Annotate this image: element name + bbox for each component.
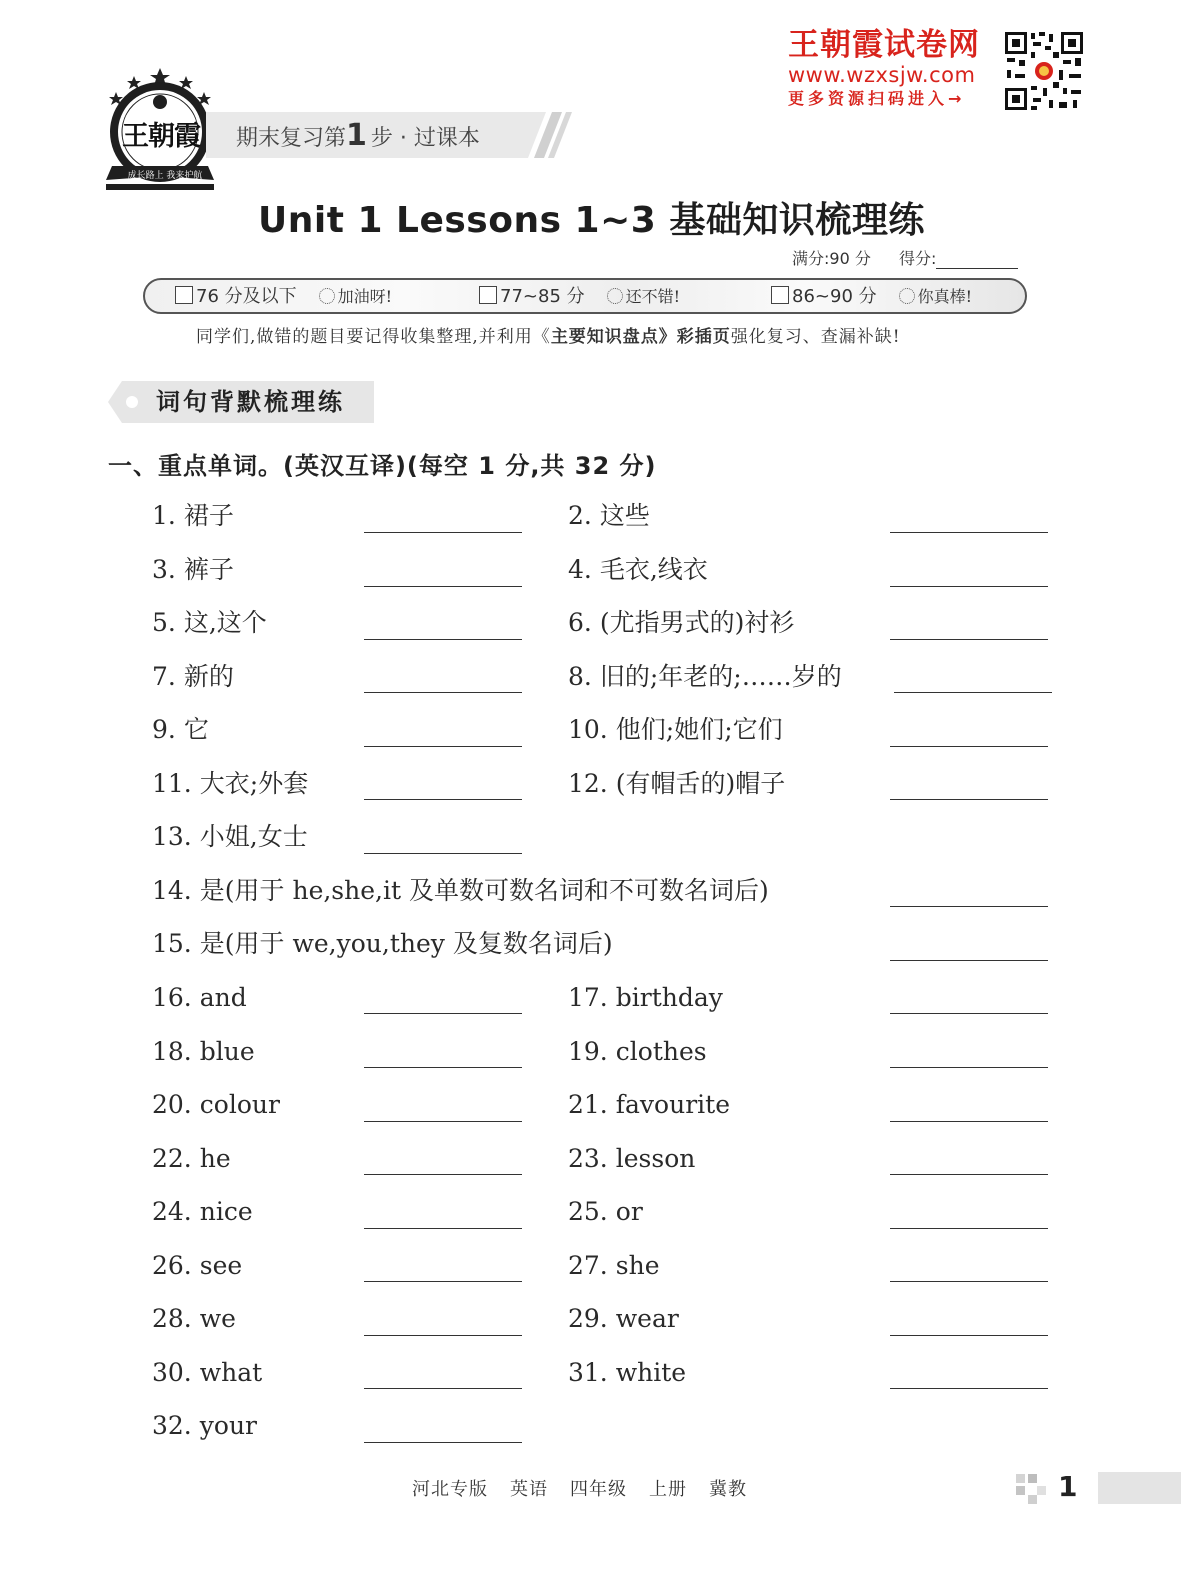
logo-main-text: 王朝霞 xyxy=(122,121,200,152)
vocab-item-number: 1. xyxy=(152,501,176,530)
vocab-item xyxy=(152,1089,280,1121)
checkbox[interactable] xyxy=(479,286,497,304)
vocab-item-number: 27. xyxy=(568,1251,608,1280)
vocab-item-text: favourite xyxy=(615,1090,730,1119)
vocab-item xyxy=(152,1036,255,1068)
smile-icon xyxy=(319,288,335,304)
vocab-item-text: blue xyxy=(199,1037,255,1066)
vocab-item-text: he xyxy=(199,1144,231,1173)
vocab-item-text: 大衣;外套 xyxy=(199,769,309,798)
checkbox[interactable] xyxy=(771,286,789,304)
vocab-item xyxy=(152,1410,257,1442)
answer-blank[interactable] xyxy=(894,692,1052,693)
answer-blank[interactable] xyxy=(890,799,1048,800)
vocab-item-number: 28. xyxy=(152,1304,192,1333)
vocab-item-text: see xyxy=(199,1251,243,1280)
answer-blank[interactable] xyxy=(890,586,1048,587)
vocab-item-number: 23. xyxy=(568,1144,608,1173)
answer-blank[interactable] xyxy=(890,960,1048,961)
vocab-item-text: wear xyxy=(615,1304,679,1333)
answer-blank[interactable] xyxy=(364,692,522,693)
brand-more xyxy=(788,88,1003,110)
banner-prefix: 期末复习第 xyxy=(236,126,347,151)
footer-subject: 英语 xyxy=(510,1479,548,1500)
answer-blank[interactable] xyxy=(364,1335,522,1336)
vocab-item-text: 裙子 xyxy=(183,501,234,530)
answer-blank[interactable] xyxy=(364,1174,522,1175)
vocab-item-text: 旧的;年老的;……岁的 xyxy=(599,662,842,691)
checkbox[interactable] xyxy=(175,286,193,304)
rating-praise: 加油呀! xyxy=(337,287,393,306)
vocab-item-text: birthday xyxy=(615,983,723,1012)
vocab-item-number: 31. xyxy=(568,1358,608,1387)
score-box xyxy=(792,246,1018,269)
note-before: 同学们,做错的题目要记得收集整理,并利用《 xyxy=(196,327,551,347)
answer-blank[interactable] xyxy=(364,746,522,747)
vocab-item xyxy=(152,1143,231,1175)
vocab-item xyxy=(152,875,769,907)
vocab-item-text: 是(用于 we,you,they 及复数名词后) xyxy=(199,929,613,958)
vocab-item-number: 4. xyxy=(568,555,592,584)
vocab-item-text: your xyxy=(199,1411,257,1440)
rating-item xyxy=(175,284,392,310)
vocab-item-number: 25. xyxy=(568,1197,608,1226)
rating-bar xyxy=(143,278,1027,314)
banner-suffix: 步 · 过课本 xyxy=(370,126,480,151)
vocab-item xyxy=(152,1196,253,1228)
vocab-item-text: 它 xyxy=(183,715,209,744)
vocab-item xyxy=(568,714,783,746)
vocab-item-number: 13. xyxy=(152,822,192,851)
rating-item xyxy=(771,284,972,310)
vocab-item-text: clothes xyxy=(615,1037,707,1066)
answer-blank[interactable] xyxy=(890,1335,1048,1336)
answer-blank[interactable] xyxy=(364,586,522,587)
vocab-item-text: 这些 xyxy=(599,501,650,530)
banner-text xyxy=(236,116,480,156)
vocab-item-text: and xyxy=(199,983,247,1012)
vocab-item xyxy=(152,554,234,586)
vocab-item-number: 12. xyxy=(568,769,608,798)
vocab-item-text: 裤子 xyxy=(183,555,234,584)
vocab-item xyxy=(152,928,613,960)
score-input-line[interactable] xyxy=(936,250,1018,269)
smile-icon xyxy=(899,288,915,304)
vocab-item xyxy=(152,1357,262,1389)
vocab-item-number: 29. xyxy=(568,1304,608,1333)
answer-blank[interactable] xyxy=(364,1067,522,1068)
vocab-item-number: 26. xyxy=(152,1251,192,1280)
rating-item xyxy=(479,284,680,310)
vocab-item-text: white xyxy=(615,1358,687,1387)
rating-praise: 你真棒! xyxy=(917,287,973,306)
vocab-item xyxy=(568,768,785,800)
footer-grade: 四年级 xyxy=(570,1479,627,1500)
vocab-item xyxy=(568,1089,730,1121)
rating-range: 86~90 分 xyxy=(792,286,877,307)
vocab-item-number: 16. xyxy=(152,983,192,1012)
vocab-item-number: 18. xyxy=(152,1037,192,1066)
page-strip xyxy=(1098,1472,1181,1504)
question-title: 一、重点单词。(英汉互译)(每空 1 分,共 32 分) xyxy=(108,452,657,480)
footer xyxy=(412,1475,769,1501)
got-score-label: 得分: xyxy=(899,249,937,268)
answer-blank[interactable] xyxy=(364,1281,522,1282)
footer-volume: 上册 xyxy=(649,1479,687,1500)
page-number: 1 xyxy=(1058,1470,1078,1503)
vocab-item-text: she xyxy=(615,1251,660,1280)
vocab-item xyxy=(568,1196,643,1228)
brand-name: 王朝霞试卷网 xyxy=(788,27,980,63)
answer-blank[interactable] xyxy=(364,532,522,533)
vocab-item xyxy=(152,714,209,746)
arrow-right-icon: → xyxy=(948,89,966,108)
footer-edition: 河北专版 xyxy=(412,1479,488,1500)
full-score: 满分:90 分 xyxy=(792,249,871,268)
banner-step: 1 xyxy=(346,118,367,153)
vocab-item-number: 9. xyxy=(152,715,176,744)
logo-ribbon-text: 成长路上 我来护航 xyxy=(127,171,203,181)
vocab-item-number: 6. xyxy=(568,608,592,637)
vocab-item-text: 他们;她们;它们 xyxy=(615,715,783,744)
section-heading: 词句背默梳理练 xyxy=(156,388,345,416)
vocab-item xyxy=(152,661,234,693)
brand-block xyxy=(788,28,1003,110)
vocab-item-text: what xyxy=(199,1358,263,1387)
vocab-item-number: 15. xyxy=(152,929,192,958)
vocab-item-number: 5. xyxy=(152,608,176,637)
vocab-item-text: 这,这个 xyxy=(183,608,267,637)
answer-blank[interactable] xyxy=(890,1067,1048,1068)
vocab-item xyxy=(152,768,308,800)
page-title: Unit 1 Lessons 1~3 基础知识梳理练 xyxy=(258,200,925,241)
vocab-item-number: 17. xyxy=(568,983,608,1012)
answer-blank[interactable] xyxy=(890,1388,1048,1389)
vocab-item-number: 14. xyxy=(152,876,192,905)
answer-blank[interactable] xyxy=(890,1121,1048,1122)
vocab-item xyxy=(568,554,708,586)
answer-blank[interactable] xyxy=(364,1013,522,1014)
vocab-item xyxy=(568,500,650,532)
vocab-item-text: colour xyxy=(199,1090,280,1119)
vocab-item-text: (有帽舌的)帽子 xyxy=(615,769,786,798)
vocab-item xyxy=(152,607,267,639)
vocab-item-number: 2. xyxy=(568,501,592,530)
vocab-item-text: nice xyxy=(199,1197,253,1226)
rating-praise: 还不错! xyxy=(625,287,681,306)
vocab-item xyxy=(568,607,794,639)
answer-blank[interactable] xyxy=(364,1228,522,1229)
vocab-item-number: 30. xyxy=(152,1358,192,1387)
vocab-item-text: 是(用于 he,she,it 及单数可数名词和不可数名词后) xyxy=(199,876,769,905)
footer-publisher: 冀教 xyxy=(709,1479,747,1500)
vocab-item-number: 19. xyxy=(568,1037,608,1066)
vocab-item xyxy=(152,982,247,1014)
note-after: 强化复习、查漏补缺! xyxy=(730,327,901,347)
vocab-item xyxy=(152,1303,236,1335)
vocab-item xyxy=(152,1250,242,1282)
answer-blank[interactable] xyxy=(890,906,1048,907)
answer-blank[interactable] xyxy=(890,1281,1048,1282)
rating-range: 77~85 分 xyxy=(500,286,585,307)
vocab-item xyxy=(568,1036,707,1068)
vocab-item-number: 11. xyxy=(152,769,192,798)
answer-blank[interactable] xyxy=(364,799,522,800)
vocab-item xyxy=(568,982,723,1014)
answer-blank[interactable] xyxy=(364,1442,522,1443)
vocab-item xyxy=(568,1250,660,1282)
note-bold: 主要知识盘点》彩插页 xyxy=(550,327,731,347)
vocab-item xyxy=(152,500,234,532)
vocab-item-text: 小姐,女士 xyxy=(199,822,308,851)
brand-url[interactable]: www.wzxsjw.com xyxy=(788,63,976,87)
brand-more-text: 更多资源扫码进入 xyxy=(788,89,949,108)
answer-blank[interactable] xyxy=(364,1121,522,1122)
vocab-item xyxy=(568,1143,695,1175)
answer-blank[interactable] xyxy=(890,532,1048,533)
vocab-item-number: 22. xyxy=(152,1144,192,1173)
answer-blank[interactable] xyxy=(890,639,1048,640)
vocab-item-text: lesson xyxy=(615,1144,696,1173)
vocab-item xyxy=(568,1303,679,1335)
vocab-item-text: 毛衣,线衣 xyxy=(599,555,708,584)
answer-blank[interactable] xyxy=(364,853,522,854)
vocab-item-number: 7. xyxy=(152,662,176,691)
answer-blank[interactable] xyxy=(364,639,522,640)
vocab-item-text: we xyxy=(199,1304,236,1333)
qr-code-icon[interactable] xyxy=(1003,30,1085,112)
vocab-item-text: 新的 xyxy=(183,662,234,691)
vocab-item-number: 24. xyxy=(152,1197,192,1226)
vocab-item-number: 10. xyxy=(568,715,608,744)
answer-blank[interactable] xyxy=(890,1174,1048,1175)
vocab-item xyxy=(568,661,842,693)
answer-blank[interactable] xyxy=(364,1388,522,1389)
answer-blank[interactable] xyxy=(890,1013,1048,1014)
vocab-item-number: 20. xyxy=(152,1090,192,1119)
vocab-item xyxy=(568,1357,686,1389)
vocab-item-number: 32. xyxy=(152,1411,192,1440)
vocab-item xyxy=(152,821,308,853)
vocab-item-number: 21. xyxy=(568,1090,608,1119)
rating-range: 76 分及以下 xyxy=(196,286,297,307)
vocab-item-text: or xyxy=(615,1197,643,1226)
smile-icon xyxy=(607,288,623,304)
answer-blank[interactable] xyxy=(890,1228,1048,1229)
vocab-item-text: (尤指男式的)衬衫 xyxy=(599,608,795,637)
decorative-squares-icon xyxy=(1016,1474,1046,1504)
instruction-note xyxy=(196,322,901,347)
vocab-item-number: 8. xyxy=(568,662,592,691)
vocab-item-number: 3. xyxy=(152,555,176,584)
answer-blank[interactable] xyxy=(890,746,1048,747)
